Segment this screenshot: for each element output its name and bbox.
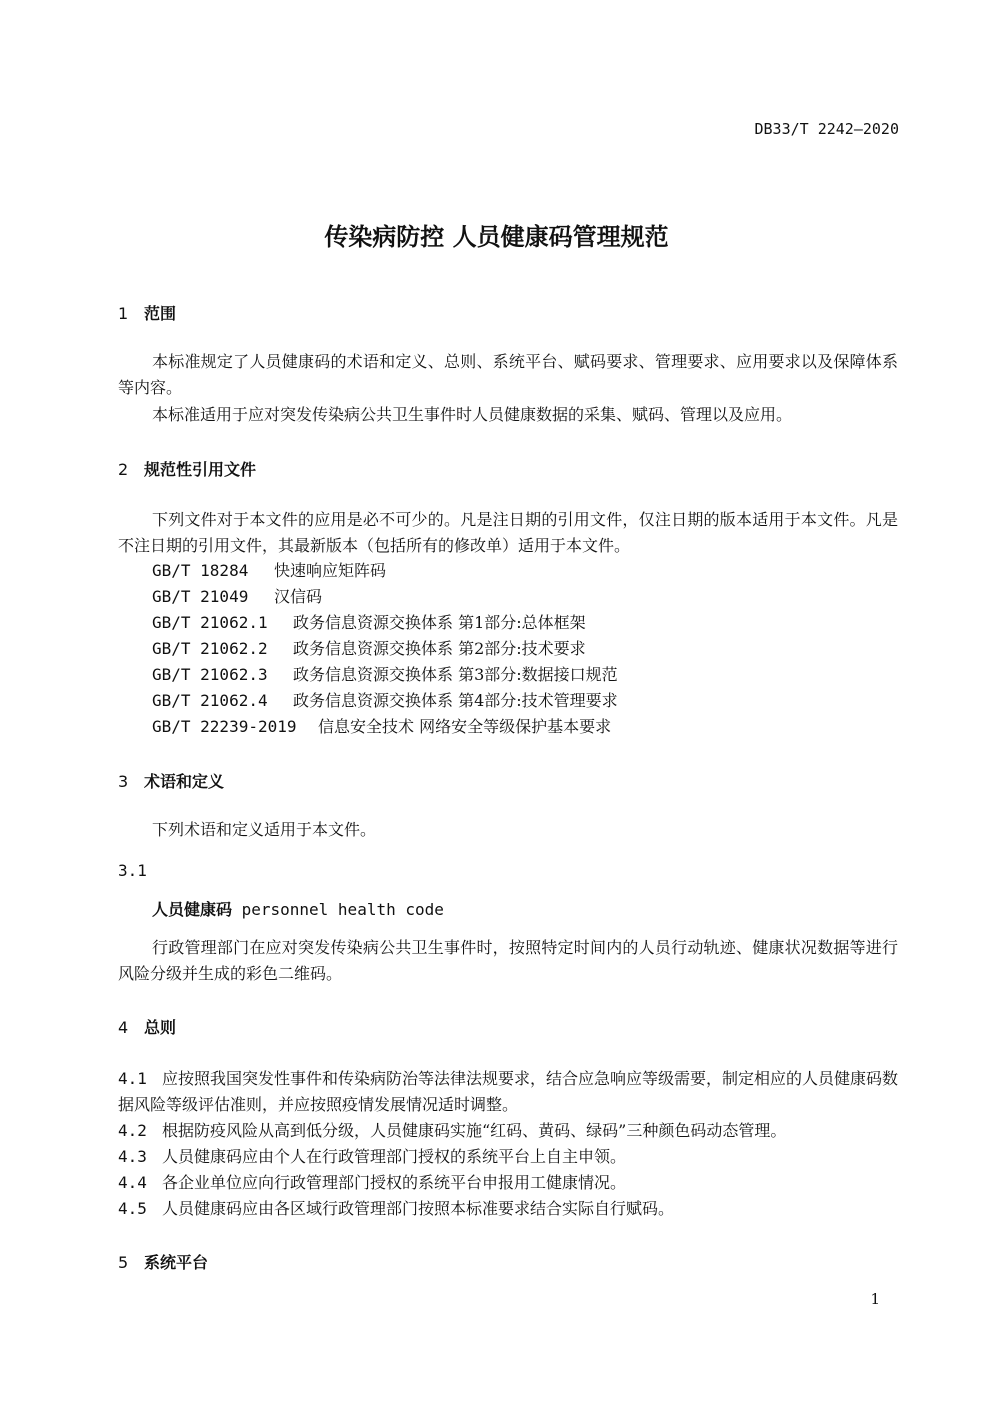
- clause-number: 4.3: [118, 1147, 147, 1166]
- clause-text: 根据防疫风险从高到低分级，人员健康码实施“红码、黄码、绿码”三种颜色码动态管理。: [162, 1121, 787, 1140]
- clause-number: 4.5: [118, 1199, 147, 1218]
- reference-code: GB/T 18284: [152, 561, 249, 580]
- term-number: 3.1: [118, 861, 147, 880]
- reference-item: [152, 662, 618, 688]
- reference-name: 政务信息资源交换体系 第2部分:技术要求: [293, 639, 586, 658]
- clause-text: 各企业单位应向行政管理部门授权的系统平台申报用工健康情况。: [162, 1173, 627, 1192]
- clause-4-3: [118, 1144, 898, 1170]
- clause-number: 4.4: [118, 1173, 147, 1192]
- reference-code: GB/T 22239-2019: [152, 717, 297, 736]
- term-definition: 行政管理部门在应对突发传染病公共卫生事件时，按照特定时间内的人员行动轨迹、健康状况数据等进行风险分级并生成的彩色二维码。: [118, 938, 898, 983]
- standard-code: DB33/T 2242—2020: [754, 120, 899, 138]
- clause-text: 应按照我国突发性事件和传染病防治等法律法规要求，结合应急响应等级需要，制定相应的人员健康码数据风险等级评估准则，并应按照疫情发展情况适时调整。: [118, 1069, 899, 1114]
- terms-intro: 下列术语和定义适用于本文件。: [152, 820, 377, 839]
- section-title: 系统平台: [144, 1253, 209, 1272]
- reference-item: [152, 584, 322, 610]
- section-title: 总则: [144, 1018, 177, 1037]
- section-title: 术语和定义: [144, 772, 225, 791]
- clause-4-1: [118, 1066, 898, 1118]
- reference-code: GB/T 21062.3: [152, 665, 268, 684]
- section-heading-3: [118, 769, 224, 792]
- term-chinese: 人员健康码: [152, 900, 233, 919]
- section-heading-2: [118, 457, 256, 480]
- clause-4-4: [118, 1170, 898, 1196]
- clause-text: 人员健康码应由各区域行政管理部门按照本标准要求结合实际自行赋码。: [162, 1199, 675, 1218]
- reference-name: 政务信息资源交换体系 第3部分:数据接口规范: [293, 665, 618, 684]
- section-heading-4: [118, 1015, 176, 1038]
- clause-text: 人员健康码应由个人在行政管理部门授权的系统平台上自主申领。: [162, 1147, 627, 1166]
- term-english: personnel health code: [241, 900, 444, 919]
- section-number: 1: [118, 304, 129, 323]
- reference-name: 汉信码: [274, 587, 323, 606]
- section-number: 4: [118, 1018, 129, 1037]
- section-heading-5: [118, 1250, 208, 1273]
- section-title: 规范性引用文件: [144, 460, 257, 479]
- reference-item: [152, 636, 586, 662]
- reference-item: [152, 714, 611, 740]
- reference-code: GB/T 21049: [152, 587, 249, 606]
- reference-name: 快速响应矩阵码: [274, 561, 387, 580]
- section-heading-1: [118, 301, 176, 324]
- reference-code: GB/T 21062.1: [152, 613, 268, 632]
- reference-item: [152, 688, 618, 714]
- section-number: 2: [118, 460, 129, 479]
- scope-paragraph-1: 本标准规定了人员健康码的术语和定义、总则、系统平台、赋码要求、管理要求、应用要求以及保障体系等内容。: [118, 352, 898, 397]
- clause-4-2: [118, 1118, 898, 1144]
- document-title: 传染病防控 人员健康码管理规范: [324, 223, 669, 251]
- reference-name: 政务信息资源交换体系 第1部分:总体框架: [293, 613, 586, 632]
- term-entry: [152, 897, 444, 923]
- clause-number: 4.2: [118, 1121, 147, 1140]
- section-title: 范围: [144, 304, 177, 323]
- page-number: 1: [870, 1290, 880, 1308]
- scope-paragraph-2: 本标准适用于应对突发传染病公共卫生事件时人员健康数据的采集、赋码、管理以及应用。: [152, 405, 793, 424]
- references-intro: 下列文件对于本文件的应用是必不可少的。凡是注日期的引用文件，仅注日期的版本适用于本文件。凡是不注日期的引用文件，其最新版本（包括所有的修改单）适用于本文件。: [118, 510, 898, 555]
- section-number: 3: [118, 772, 129, 791]
- clause-number: 4.1: [118, 1069, 147, 1088]
- reference-item: [152, 610, 586, 636]
- reference-code: GB/T 21062.2: [152, 639, 268, 658]
- reference-code: GB/T 21062.4: [152, 691, 268, 710]
- reference-name: 政务信息资源交换体系 第4部分:技术管理要求: [293, 691, 618, 710]
- reference-name: 信息安全技术 网络安全等级保护基本要求: [318, 717, 612, 736]
- reference-item: [152, 558, 386, 584]
- clause-4-5: [118, 1196, 898, 1222]
- section-number: 5: [118, 1253, 129, 1272]
